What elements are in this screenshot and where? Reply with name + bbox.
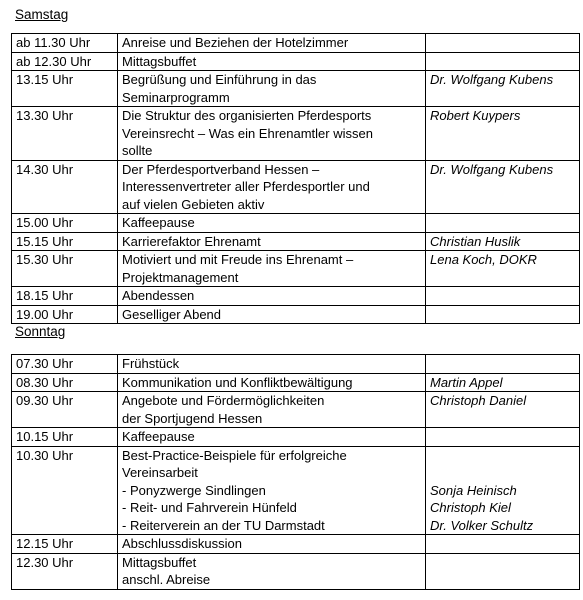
- schedule-row: [12, 34, 580, 53]
- activity-line: Abendessen: [122, 288, 195, 303]
- speaker-name: Dr. Volker Schultz: [430, 517, 534, 533]
- activity-line: Vereinsarbeit: [122, 465, 198, 480]
- speaker-cell: [426, 373, 580, 392]
- schedule-row: [12, 52, 580, 71]
- activity-cell: [118, 214, 426, 233]
- activity-line: anschl. Abreise: [122, 572, 211, 587]
- activity-cell: [118, 251, 426, 287]
- time-cell: 15.15 Uhr: [12, 232, 118, 251]
- activity-line: Anreise und Beziehen der Hotelzimmer: [122, 35, 349, 50]
- schedule-row: [12, 535, 580, 554]
- speaker-spacer: [430, 447, 575, 465]
- activity-line: Motiviert und mit Freude ins Ehrenamt –: [122, 252, 354, 267]
- activity-cell: [118, 52, 426, 71]
- time-cell: ab 12.30 Uhr: [12, 52, 118, 71]
- time-cell: 10.30 Uhr: [12, 446, 118, 535]
- time-cell: 14.30 Uhr: [12, 160, 118, 214]
- activity-line: Interessenvertreter aller Pferdesportler und: [122, 179, 370, 194]
- time-cell: 08.30 Uhr: [12, 373, 118, 392]
- activity-cell: [118, 446, 426, 535]
- saturday-schedule-table: [11, 33, 580, 324]
- speaker-cell: [426, 355, 580, 374]
- activity-cell: [118, 305, 426, 324]
- activity-line: Der Pferdesportverband Hessen –: [122, 161, 320, 177]
- schedule-row: [12, 553, 580, 589]
- speaker-cell: [426, 392, 580, 428]
- activity-line: - Reiterverein an der TU Darmstadt: [122, 517, 325, 533]
- activity-line: Abschlussdiskussion: [122, 536, 242, 551]
- schedule-row: [12, 214, 580, 233]
- activity-line: Mittagsbuffet: [122, 53, 197, 69]
- schedule-row: [12, 71, 580, 107]
- speaker-cell: [426, 34, 580, 53]
- activity-cell: [118, 553, 426, 589]
- speaker-name: Sonja Heinisch: [430, 482, 517, 498]
- activity-line: Kaffeepause: [122, 215, 195, 230]
- activity-line: Kaffeepause: [122, 429, 195, 444]
- activity-cell: [118, 34, 426, 53]
- activity-cell: [118, 232, 426, 251]
- activity-cell: [118, 392, 426, 428]
- activity-line: Geselliger Abend: [122, 306, 222, 322]
- speaker-spacer: [430, 464, 575, 482]
- activity-line: Angebote und Fördermöglichkeiten: [122, 393, 325, 408]
- activity-cell: [118, 535, 426, 554]
- schedule-row: [12, 355, 580, 374]
- schedule-row: [12, 373, 580, 392]
- saturday-heading: Samstag: [15, 7, 69, 22]
- sunday-heading: Sonntag: [15, 324, 66, 339]
- speaker-name: Dr. Wolfgang Kubens: [430, 72, 554, 87]
- schedule-row: [12, 107, 580, 161]
- time-cell: 15.30 Uhr: [12, 251, 118, 287]
- activity-line: Projektmanagement: [122, 269, 239, 285]
- sunday-schedule-table: [11, 354, 580, 590]
- speaker-cell: [426, 305, 580, 324]
- speaker-cell: [426, 251, 580, 287]
- activity-line: Best-Practice-Beispiele für erfolgreiche: [122, 447, 347, 463]
- time-cell: 12.30 Uhr: [12, 553, 118, 589]
- speaker-name: Christian Huslik: [430, 233, 521, 249]
- activity-line: Seminarprogramm: [122, 89, 230, 105]
- time-cell: 12.15 Uhr: [12, 535, 118, 554]
- speaker-cell: [426, 553, 580, 589]
- activity-line: Kommunikation und Konfliktbewältigung: [122, 374, 353, 390]
- speaker-cell: [426, 232, 580, 251]
- activity-line: Die Struktur des organisierten Pferdesports: [122, 108, 372, 123]
- time-cell: 13.15 Uhr: [12, 71, 118, 107]
- speaker-name: Martin Appel: [430, 374, 503, 390]
- activity-line: sollte: [122, 143, 153, 158]
- schedule-row: [12, 287, 580, 306]
- time-cell: 10.15 Uhr: [12, 428, 118, 447]
- speaker-cell: [426, 446, 580, 535]
- time-cell: 19.00 Uhr: [12, 305, 118, 324]
- schedule-row: [12, 392, 580, 428]
- schedule-row: [12, 305, 580, 324]
- schedule-row: [12, 160, 580, 214]
- activity-line: Frühstück: [122, 356, 180, 371]
- speaker-cell: [426, 287, 580, 306]
- speaker-cell: [426, 71, 580, 107]
- speaker-name: Lena Koch, DOKR: [430, 252, 537, 267]
- time-cell: ab 11.30 Uhr: [12, 34, 118, 53]
- activity-cell: [118, 373, 426, 392]
- activity-line: - Reit- und Fahrverein Hünfeld: [122, 500, 297, 515]
- activity-cell: [118, 71, 426, 107]
- activity-line: der Sportjugend Hessen: [122, 410, 263, 426]
- speaker-name: Christoph Kiel: [430, 500, 511, 515]
- activity-line: Mittagsbuffet: [122, 554, 197, 570]
- time-cell: 18.15 Uhr: [12, 287, 118, 306]
- activity-line: Vereinsrecht – Was ein Ehrenamtler wissen: [122, 125, 373, 141]
- speaker-cell: [426, 52, 580, 71]
- speaker-name: Robert Kuypers: [430, 108, 521, 123]
- time-cell: 13.30 Uhr: [12, 107, 118, 161]
- speaker-cell: [426, 214, 580, 233]
- speaker-cell: [426, 535, 580, 554]
- schedule-row: [12, 251, 580, 287]
- speaker-cell: [426, 107, 580, 161]
- activity-line: Begrüßung und Einführung in das: [122, 72, 317, 87]
- schedule-row: [12, 446, 580, 535]
- activity-cell: [118, 107, 426, 161]
- time-cell: 09.30 Uhr: [12, 392, 118, 428]
- schedule-row: [12, 428, 580, 447]
- schedule-row: [12, 232, 580, 251]
- activity-line: Karrierefaktor Ehrenamt: [122, 233, 261, 249]
- time-cell: 15.00 Uhr: [12, 214, 118, 233]
- speaker-cell: [426, 160, 580, 214]
- activity-cell: [118, 160, 426, 214]
- time-cell: 07.30 Uhr: [12, 355, 118, 374]
- activity-line: auf vielen Gebieten aktiv: [122, 196, 265, 212]
- activity-cell: [118, 355, 426, 374]
- activity-line: - Ponyzwerge Sindlingen: [122, 482, 266, 498]
- activity-cell: [118, 287, 426, 306]
- speaker-cell: [426, 428, 580, 447]
- activity-cell: [118, 428, 426, 447]
- speaker-name: Christoph Daniel: [430, 393, 527, 408]
- speaker-name: Dr. Wolfgang Kubens: [430, 161, 554, 177]
